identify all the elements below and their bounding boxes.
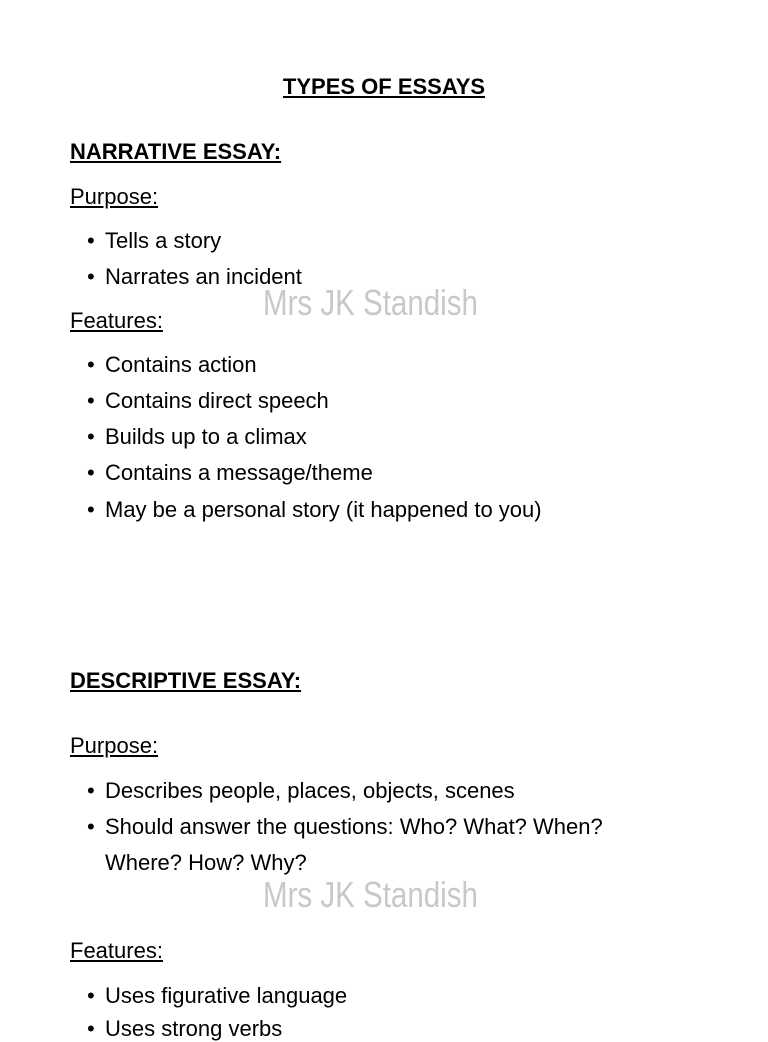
bullet-icon: • <box>87 352 95 377</box>
descriptive-heading: DESCRIPTIVE ESSAY: <box>70 668 302 693</box>
bullet-icon: • <box>87 814 95 839</box>
list-item-text: Builds up to a climax <box>105 424 307 449</box>
list-item-text: Contains action <box>105 352 257 377</box>
bullet-icon: • <box>87 424 95 449</box>
list-item <box>87 983 347 1009</box>
descriptive-purpose-label: Purpose: <box>70 733 159 758</box>
list-item-text: Uses figurative language <box>105 983 348 1008</box>
list-item-continuation: Where? How? Why? <box>105 850 307 875</box>
list-item <box>87 814 603 840</box>
document-title: TYPES OF ESSAYS <box>282 74 486 99</box>
list-item-text: Uses strong verbs <box>105 1016 283 1041</box>
list-item <box>87 352 257 378</box>
bullet-icon: • <box>87 264 95 289</box>
bullet-icon: • <box>87 460 95 485</box>
narrative-purpose-label: Purpose: <box>70 184 159 209</box>
bullet-icon: • <box>87 983 95 1008</box>
list-item-text: Describes people, places, objects, scenes <box>105 778 515 803</box>
descriptive-features-label: Features: <box>70 938 163 963</box>
list-item-text: May be a personal story (it happened to you) <box>105 497 542 522</box>
narrative-heading: NARRATIVE ESSAY: <box>70 139 282 164</box>
bullet-icon: • <box>87 388 95 413</box>
list-item <box>87 497 542 523</box>
list-item-text: Tells a story <box>105 228 222 253</box>
list-item <box>87 1016 282 1042</box>
list-item <box>87 388 329 414</box>
narrative-features-label: Features: <box>70 308 163 333</box>
bullet-icon: • <box>87 778 95 803</box>
list-item-text: Narrates an incident <box>105 264 302 289</box>
list-item <box>87 778 515 804</box>
bullet-icon: • <box>87 497 95 522</box>
list-item <box>87 424 307 450</box>
bullet-icon: • <box>87 228 95 253</box>
list-item <box>87 228 221 254</box>
list-item-text: Should answer the questions: Who? What? When? <box>105 814 603 839</box>
watermark: Mrs JK Standish <box>263 874 478 915</box>
list-item-text: Contains direct speech <box>105 388 329 413</box>
list-item-text: Contains a message/theme <box>105 460 373 485</box>
bullet-icon: • <box>87 1016 95 1041</box>
watermark: Mrs JK Standish <box>263 282 478 323</box>
list-item <box>87 460 373 486</box>
